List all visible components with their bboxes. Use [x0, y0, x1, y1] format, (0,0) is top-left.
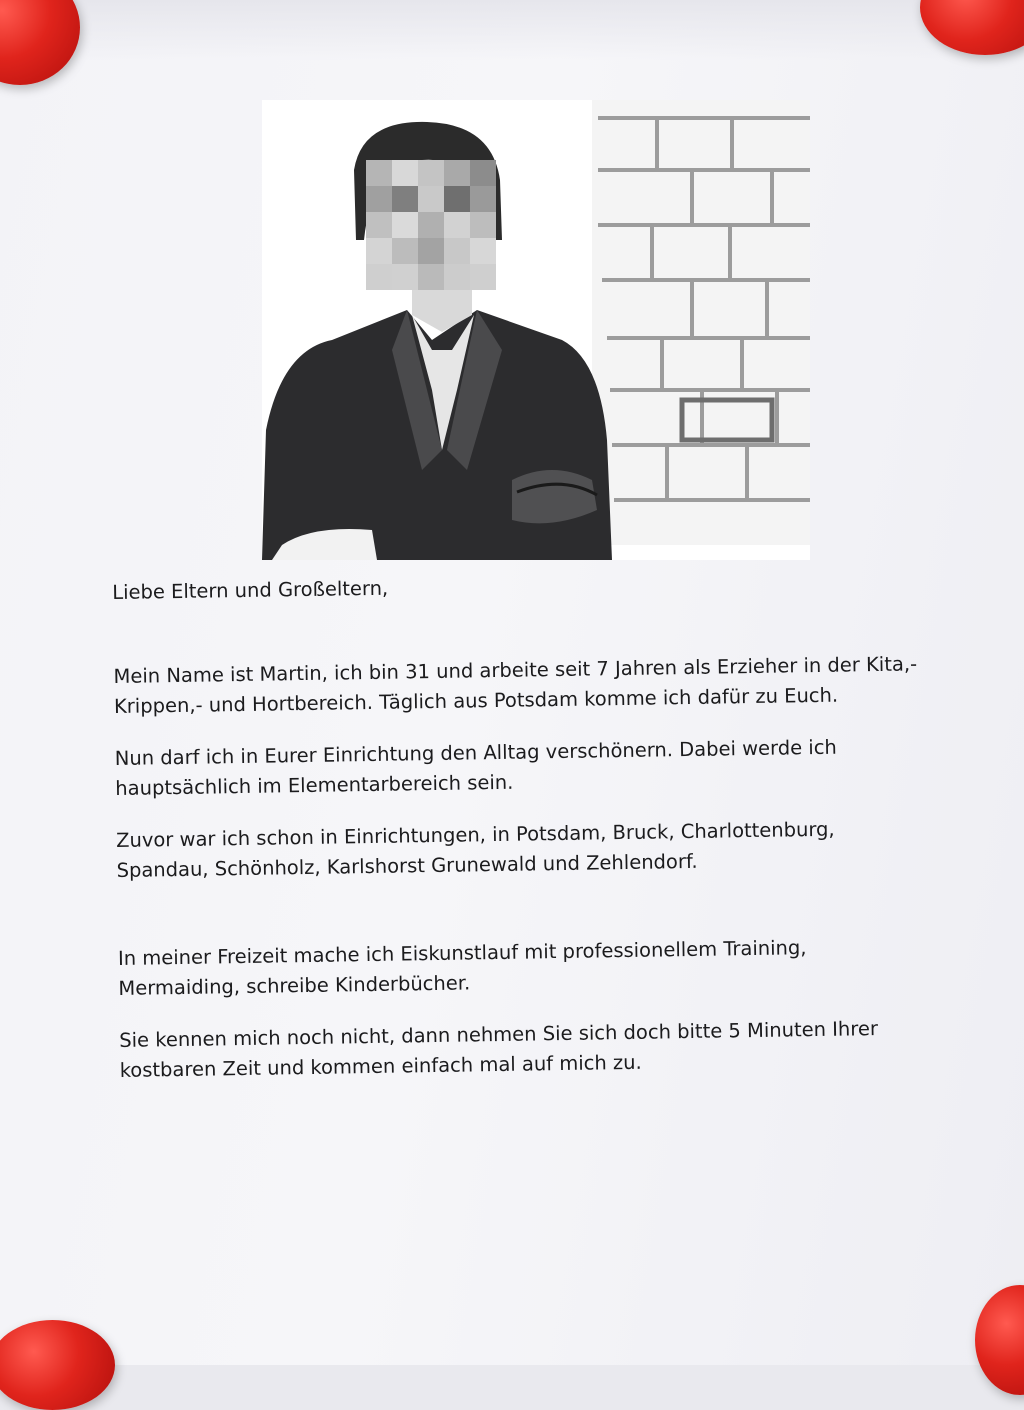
person	[262, 122, 612, 560]
letter-greeting: Liebe Eltern und Großeltern,	[112, 576, 389, 604]
letter-paragraph-experience: Zuvor war ich schon in Einrichtungen, in Potsdam, Bruck, Charlottenburg, Spandau, Schönholz, Karlshorst Grunewald und Zehlendorf.	[115, 817, 835, 882]
photo-illustration	[262, 100, 810, 560]
letter-paragraph-invitation: Sie kennen mich noch nicht, dann nehmen Sie sich doch bitte 5 Minuten Ihrer kostbaren Zeit und kommen einfach mal auf mich zu.	[119, 1017, 879, 1082]
brick-wall	[592, 100, 810, 545]
red-magnet-icon	[0, 1320, 115, 1410]
pixelated-face	[366, 160, 496, 290]
letter-paragraph-hobbies: In meiner Freizeit mache ich Eiskunstlauf mit professionellem Training, Mermaiding, schreibe Kinderbücher.	[117, 936, 807, 1000]
letter-paragraph-intro: Mein Name ist Martin, ich bin 31 und arbeite seit 7 Jahren als Erzieher in der Kita,-Krippen,- und Hortbereich. Täglich aus Potsdam komme ich dafür zu Euch.	[113, 652, 918, 718]
letter-paragraph-role: Nun darf ich in Eurer Einrichtung den Alltag verschönern. Dabei werde ich hauptsächlich im Elementarbereich sein.	[114, 735, 837, 800]
paper-shadow	[0, 0, 1024, 60]
letter-body	[112, 565, 930, 1108]
profile-photo	[262, 100, 810, 560]
